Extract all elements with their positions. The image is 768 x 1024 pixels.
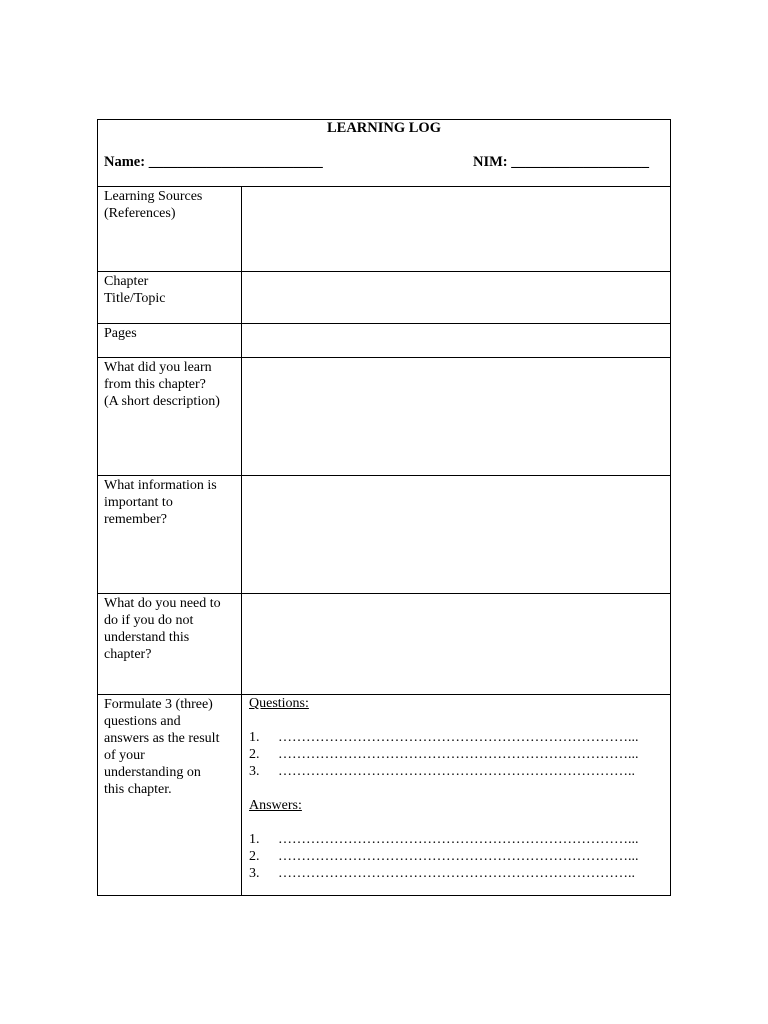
row-label-text: Pages	[104, 326, 137, 341]
what-to-do-input[interactable]	[242, 594, 670, 694]
row-label	[98, 358, 242, 475]
pages-input[interactable]	[242, 324, 670, 357]
answer-line[interactable]: …………………………………………………………………...	[278, 832, 639, 847]
row-label	[98, 594, 242, 694]
row-label-text: Chapter Title/Topic	[104, 274, 166, 306]
form-title: LEARNING LOG	[326, 120, 441, 136]
row-pages	[98, 324, 670, 358]
row-label-text: What do you need to do if you do not understand this chapter?	[104, 596, 221, 662]
row-label-text: What did you learn from this chapter? (A short description)	[104, 360, 220, 409]
question-number: 3.	[249, 764, 260, 779]
row-label	[98, 695, 242, 895]
nim-field[interactable]: NIM: ___________________	[473, 154, 650, 170]
row-chapter-title	[98, 272, 670, 324]
answer-item[interactable]	[249, 831, 639, 848]
row-label	[98, 272, 242, 323]
questions-answers-cell	[242, 695, 670, 895]
question-item[interactable]	[249, 763, 639, 780]
answer-item[interactable]	[249, 865, 639, 882]
questions-answers-block	[249, 695, 639, 882]
row-label	[98, 476, 242, 593]
row-label-text: Formulate 3 (three) questions and answers as the result of your understanding on this chapter.	[104, 697, 220, 797]
learning-sources-input[interactable]	[242, 187, 670, 271]
what-did-you-learn-input[interactable]	[242, 358, 670, 475]
row-label-text: Learning Sources (References)	[104, 189, 203, 221]
row-what-to-do	[98, 594, 670, 695]
row-learning-sources	[98, 187, 670, 272]
answers-heading: Answers:	[249, 798, 302, 813]
question-number: 2.	[249, 747, 260, 762]
answer-number: 3.	[249, 866, 260, 881]
form-header	[98, 120, 670, 187]
question-item[interactable]	[249, 746, 639, 763]
chapter-title-input[interactable]	[242, 272, 670, 323]
learning-log-form	[97, 119, 671, 896]
question-line[interactable]: …………………………………………………………………...	[278, 747, 639, 762]
row-formulate-questions	[98, 695, 670, 895]
answer-line[interactable]: …………………………………………………………………...	[278, 849, 639, 864]
important-information-input[interactable]	[242, 476, 670, 593]
questions-heading: Questions:	[249, 696, 309, 711]
answer-line[interactable]: …………………………………………………………………..	[278, 866, 635, 881]
row-label-text: What information is important to remember?	[104, 478, 217, 527]
question-item[interactable]	[249, 729, 639, 746]
answer-number: 2.	[249, 849, 260, 864]
row-important-information	[98, 476, 670, 594]
question-number: 1.	[249, 730, 260, 745]
row-label	[98, 187, 242, 271]
question-line[interactable]: …………………………………………………………………...	[278, 730, 639, 745]
answer-item[interactable]	[249, 848, 639, 865]
question-line[interactable]: …………………………………………………………………..	[278, 764, 635, 779]
row-label	[98, 324, 242, 357]
answer-number: 1.	[249, 832, 260, 847]
row-what-did-you-learn	[98, 358, 670, 476]
name-field[interactable]: Name: ________________________	[104, 154, 323, 170]
